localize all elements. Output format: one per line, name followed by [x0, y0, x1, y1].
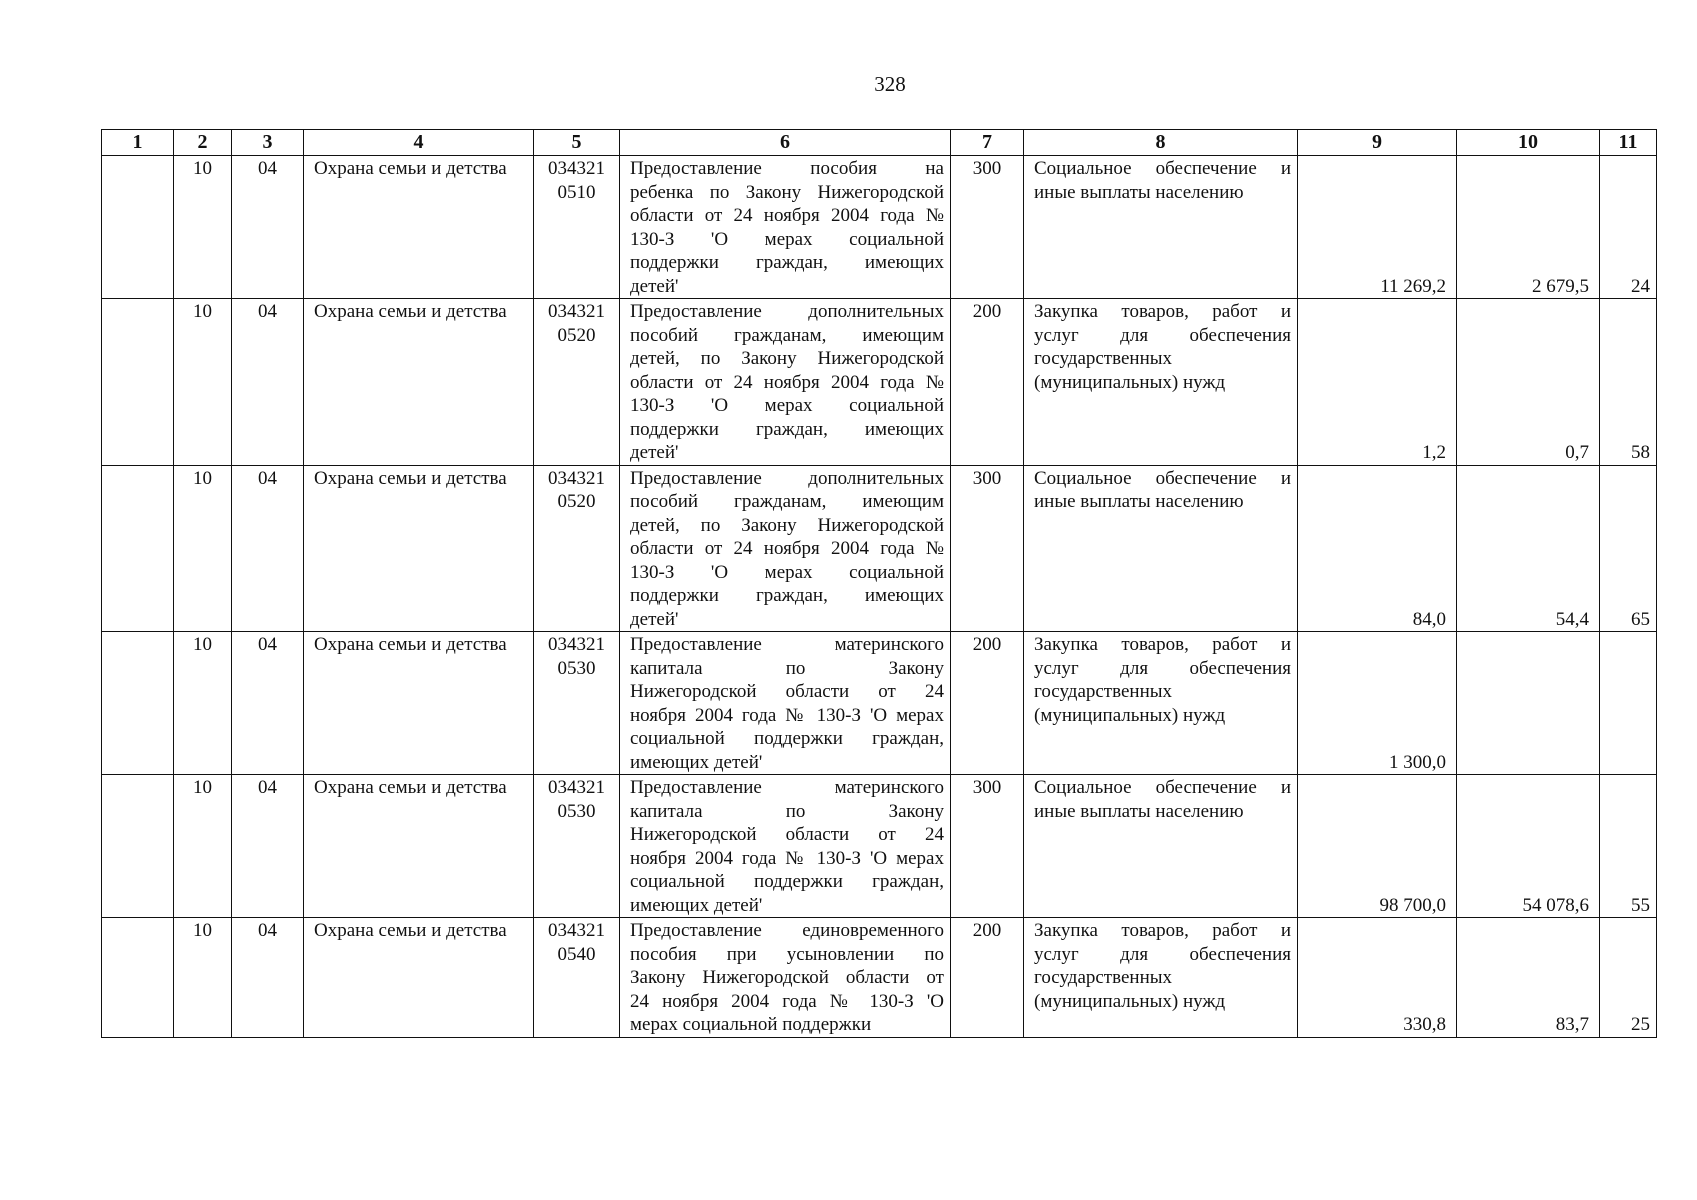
cell-line: ребенка по Закону Нижегородской: [630, 181, 944, 203]
cell-line: Предоставление пособия на: [630, 158, 944, 179]
cell-line: Закупка товаров, работ и: [1034, 920, 1291, 941]
cell-percent: 65: [1600, 465, 1657, 632]
cell-subsection: 04: [232, 299, 304, 466]
cell-line: Предоставление дополнительных: [630, 301, 944, 322]
cell-actual: [1457, 632, 1600, 775]
cell-line: пособия при усыновлении по: [630, 943, 944, 965]
header-cell: 6: [620, 130, 951, 156]
cell-section-name: Охрана семьи и детства: [304, 156, 534, 299]
cell-line: 0510: [557, 181, 596, 203]
cell-line: детей, по Закону Нижегородской: [630, 514, 944, 536]
cell-plan: 1 300,0: [1298, 632, 1457, 775]
cell-actual: 54 078,6: [1457, 775, 1600, 918]
cell-line: Предоставление материнского: [630, 634, 944, 655]
cell-line: (муниципальных) нужд: [1034, 704, 1226, 726]
cell-target-name: [620, 465, 951, 632]
cell-expense-type: 300: [951, 156, 1024, 299]
cell-target-name: [620, 299, 951, 466]
cell-line: детей, по Закону Нижегородской: [630, 348, 944, 369]
cell-expense-name: [1024, 156, 1298, 299]
budget-table: [101, 129, 1657, 1038]
cell-subsection: 04: [232, 632, 304, 775]
table-row: [102, 156, 1657, 299]
cell-line: 0530: [557, 657, 596, 679]
header-cell: 9: [1298, 130, 1457, 156]
cell-line: Предоставление единовременного: [630, 920, 944, 941]
cell-line: услуг для обеспечения: [1034, 324, 1291, 346]
cell-expense-name: [1024, 632, 1298, 775]
cell-plan: 1,2: [1298, 299, 1457, 466]
cell-percent: 55: [1600, 775, 1657, 918]
cell-plan: 98 700,0: [1298, 775, 1457, 918]
cell-expense-type: 200: [951, 632, 1024, 775]
cell-line: государственных: [1034, 348, 1173, 369]
cell-line: 130-З 'О мерах социальной: [630, 395, 944, 416]
cell-line: детей': [630, 442, 679, 463]
cell-col1: [102, 156, 174, 299]
cell-expense-type: 300: [951, 465, 1024, 632]
cell-line: пособий гражданам, имеющим: [630, 491, 944, 512]
cell-line: поддержки граждан, имеющих: [630, 585, 944, 606]
cell-actual: 83,7: [1457, 918, 1600, 1038]
cell-percent: 24: [1600, 156, 1657, 299]
cell-actual: 54,4: [1457, 465, 1600, 632]
cell-line: 0520: [557, 491, 596, 512]
cell-line: поддержки граждан, имеющих: [630, 418, 944, 440]
header-cell: 3: [232, 130, 304, 156]
cell-line: детей': [630, 608, 679, 630]
cell-line: 034321: [548, 634, 605, 655]
cell-target-code: [534, 156, 620, 299]
cell-section: 10: [174, 632, 232, 775]
cell-line: 130-З 'О мерах социальной: [630, 228, 944, 250]
cell-section-name: Охрана семьи и детства: [304, 465, 534, 632]
cell-line: 034321: [548, 777, 605, 798]
cell-subsection: 04: [232, 775, 304, 918]
cell-section: 10: [174, 465, 232, 632]
header-cell: 8: [1024, 130, 1298, 156]
cell-line: 24 ноября 2004 года № 130-З 'О: [630, 990, 944, 1012]
cell-target-code: [534, 918, 620, 1038]
table-row: [102, 775, 1657, 918]
cell-line: Социальное обеспечение и: [1034, 467, 1291, 489]
cell-section-name: Охрана семьи и детства: [304, 775, 534, 918]
cell-subsection: 04: [232, 465, 304, 632]
header-cell: 2: [174, 130, 232, 156]
cell-col1: [102, 465, 174, 632]
cell-actual: 0,7: [1457, 299, 1600, 466]
table-row: [102, 632, 1657, 775]
cell-percent: [1600, 632, 1657, 775]
cell-target-code: [534, 465, 620, 632]
cell-section: 10: [174, 299, 232, 466]
cell-section: 10: [174, 918, 232, 1038]
cell-target-name: [620, 156, 951, 299]
cell-line: 034321: [548, 467, 605, 489]
cell-col1: [102, 775, 174, 918]
cell-section-name: Охрана семьи и детства: [304, 918, 534, 1038]
cell-expense-name: [1024, 465, 1298, 632]
cell-line: 034321: [548, 158, 605, 179]
cell-col1: [102, 918, 174, 1038]
cell-line: Нижегородской области от 24: [630, 824, 944, 845]
cell-line: детей': [630, 275, 679, 297]
cell-expense-name: [1024, 918, 1298, 1038]
cell-line: Предоставление материнского: [630, 777, 944, 798]
cell-plan: 11 269,2: [1298, 156, 1457, 299]
cell-line: 0530: [557, 800, 596, 822]
cell-target-code: [534, 299, 620, 466]
cell-expense-type: 300: [951, 775, 1024, 918]
cell-expense-type: 200: [951, 918, 1024, 1038]
cell-subsection: 04: [232, 918, 304, 1038]
cell-plan: 330,8: [1298, 918, 1457, 1038]
cell-line: поддержки граждан, имеющих: [630, 252, 944, 273]
cell-section-name: Охрана семьи и детства: [304, 299, 534, 466]
header-cell: 5: [534, 130, 620, 156]
cell-line: (муниципальных) нужд: [1034, 990, 1226, 1012]
header-cell: 1: [102, 130, 174, 156]
cell-line: социальной поддержки граждан,: [630, 871, 944, 892]
cell-expense-type: 200: [951, 299, 1024, 466]
cell-line: Предоставление дополнительных: [630, 467, 944, 489]
cell-line: государственных: [1034, 967, 1173, 988]
cell-line: ноября 2004 года № 130-З 'О мерах: [630, 704, 944, 726]
cell-expense-name: [1024, 775, 1298, 918]
cell-plan: 84,0: [1298, 465, 1457, 632]
cell-line: имеющих детей': [630, 894, 763, 916]
header-cell: 11: [1600, 130, 1657, 156]
cell-line: Социальное обеспечение и: [1034, 777, 1291, 798]
cell-line: услуг для обеспечения: [1034, 943, 1291, 965]
cell-line: иные выплаты населению: [1034, 491, 1244, 512]
cell-percent: 25: [1600, 918, 1657, 1038]
cell-target-code: [534, 775, 620, 918]
cell-line: области от 24 ноября 2004 года №: [630, 538, 944, 559]
cell-line: 0540: [557, 943, 596, 965]
table-row: [102, 465, 1657, 632]
cell-line: Закупка товаров, работ и: [1034, 634, 1291, 655]
header-cell: 10: [1457, 130, 1600, 156]
cell-target-code: [534, 632, 620, 775]
table-row: [102, 299, 1657, 466]
header-row: [102, 130, 1657, 156]
cell-target-name: [620, 632, 951, 775]
cell-line: капитала по Закону: [630, 657, 944, 679]
cell-line: пособий гражданам, имеющим: [630, 324, 944, 346]
cell-line: 034321: [548, 920, 605, 941]
cell-line: области от 24 ноября 2004 года №: [630, 371, 944, 393]
cell-line: ноября 2004 года № 130-З 'О мерах: [630, 847, 944, 869]
cell-line: 130-З 'О мерах социальной: [630, 561, 944, 583]
cell-line: области от 24 ноября 2004 года №: [630, 205, 944, 226]
page-number: 328: [874, 72, 906, 96]
cell-target-name: [620, 918, 951, 1038]
cell-section: 10: [174, 156, 232, 299]
cell-subsection: 04: [232, 156, 304, 299]
cell-line: государственных: [1034, 681, 1173, 702]
cell-actual: 2 679,5: [1457, 156, 1600, 299]
cell-line: Закупка товаров, работ и: [1034, 301, 1291, 322]
cell-line: 034321: [548, 301, 605, 322]
cell-line: услуг для обеспечения: [1034, 657, 1291, 679]
cell-line: (муниципальных) нужд: [1034, 371, 1226, 393]
cell-line: Социальное обеспечение и: [1034, 158, 1291, 179]
cell-section-name: Охрана семьи и детства: [304, 632, 534, 775]
cell-line: имеющих детей': [630, 751, 763, 773]
cell-line: 0520: [557, 324, 596, 346]
cell-line: иные выплаты населению: [1034, 181, 1244, 203]
header-cell: 7: [951, 130, 1024, 156]
cell-line: капитала по Закону: [630, 800, 944, 822]
table-row: [102, 918, 1657, 1038]
header-cell: 4: [304, 130, 534, 156]
cell-expense-name: [1024, 299, 1298, 466]
cell-line: мерах социальной поддержки: [630, 1014, 872, 1035]
cell-target-name: [620, 775, 951, 918]
cell-col1: [102, 632, 174, 775]
cell-percent: 58: [1600, 299, 1657, 466]
cell-col1: [102, 299, 174, 466]
cell-line: Закону Нижегородской области от: [630, 967, 944, 988]
cell-line: Нижегородской области от 24: [630, 681, 944, 702]
cell-line: социальной поддержки граждан,: [630, 728, 944, 749]
cell-line: иные выплаты населению: [1034, 800, 1244, 822]
cell-section: 10: [174, 775, 232, 918]
